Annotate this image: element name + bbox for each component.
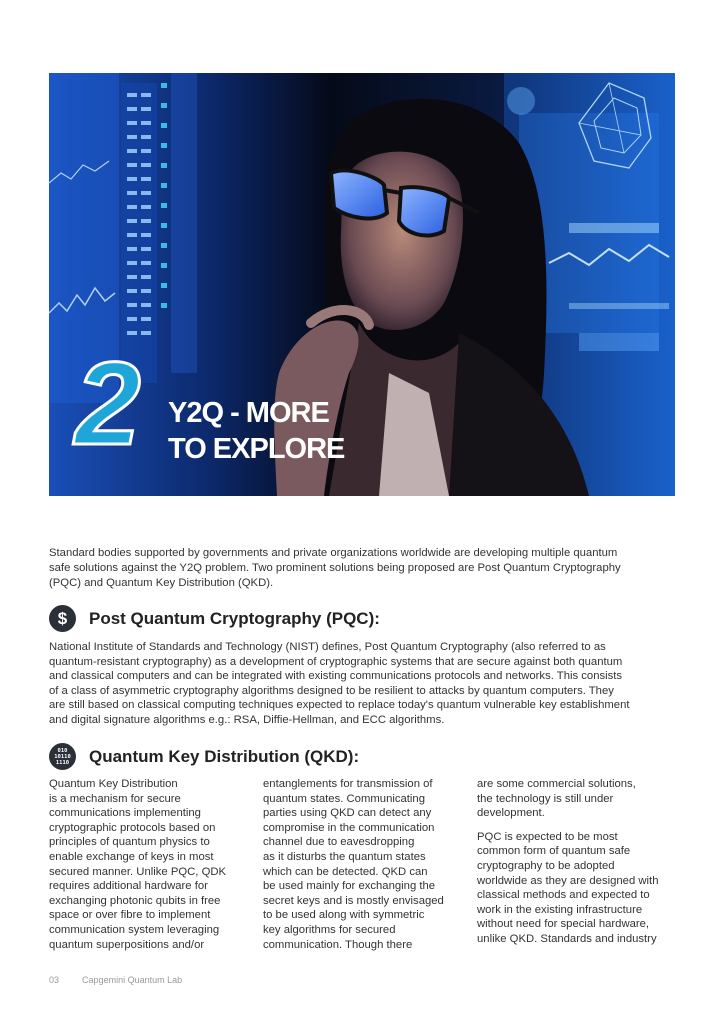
qkd-col3-line: classical methods and expected to (477, 889, 650, 902)
qkd-col3-line: work in the existing infrastructure (477, 903, 643, 916)
qkd-column-2 (263, 777, 463, 952)
qkd-col2-line: as it disturbs the quantum states (263, 850, 426, 863)
qkd-col2-line: to be used along with symmetric (263, 909, 425, 922)
pqc-line: and digital signature algorithms e.g.: RSA, Diffie-Hellman, and ECC algorithms. (49, 713, 445, 726)
qkd-col3-line: development. (477, 807, 545, 820)
qkd-col2-line: quantum states. Communicating (263, 792, 426, 805)
pqc-line: National Institute of Standards and Technology (NIST) defines, Post Quantum Cryptography (also referred to as (49, 641, 606, 653)
qkd-col2-line: secret keys and is mostly envisaged (263, 894, 444, 907)
binary-icon (49, 743, 76, 770)
chapter-title-line1: Y2Q - MORE (168, 397, 329, 429)
qkd-col2-line: compromise in the communication (263, 821, 435, 834)
qkd-col1-line: principles of quantum physics to (49, 836, 210, 849)
pqc-heading (49, 605, 380, 632)
qkd-col3-line: cryptography to be adopted (477, 859, 615, 872)
binary-glyph: 010 10110 1110 (54, 747, 71, 766)
publication-name: Capgemini Quantum Lab (82, 975, 183, 985)
qkd-col1-line: requires additional hardware for (49, 880, 208, 893)
qkd-col1-line: quantum superpositions and/or (49, 938, 205, 951)
intro-paragraph (49, 546, 677, 591)
qkd-col1-line: exchanging photonic qubits in free (49, 894, 221, 907)
qkd-col1-line: secured manner. Unlike PQC, QDK (49, 865, 227, 878)
dollar-glyph: $ (57, 608, 68, 628)
qkd-col2-line: key algorithms for secured (263, 923, 396, 936)
qkd-col3-line: PQC is expected to be most (477, 830, 618, 843)
hero-image (49, 73, 675, 496)
qkd-title: Quantum Key Distribution (QKD): (89, 746, 360, 766)
intro-line: Standard bodies supported by governments and private organizations worldwide are developing multiple quantum (49, 547, 618, 559)
qkd-col2-line: entanglements for transmission of (263, 778, 433, 790)
qkd-col2-line: channel due to eavesdropping (263, 836, 415, 849)
pqc-line: of a class of asymmetric cryptography algorithms designed to be resilient to attacks by quantum computers. They (49, 684, 614, 697)
qkd-col1-line: space or over fibre to implement (49, 909, 211, 922)
qkd-col3-line: unlike QKD. Standards and industry (477, 932, 657, 945)
qkd-col1-line: is a mechanism for secure (49, 792, 181, 805)
intro-line: (PQC) and Quantum Key Distribution (QKD). (49, 577, 274, 589)
qkd-col2-line: which can be detected. QKD can (263, 865, 428, 878)
chapter-title-line2: TO EXPLORE (168, 433, 345, 465)
hero-photo-illustration (49, 73, 675, 496)
pqc-line: and classical computers and can be integrated with existing communications protocols and networks. This consists (49, 670, 623, 682)
intro-line: safe solutions against the Y2Q problem. Two prominent solutions being proposed are Post Quantum Cryptography (49, 562, 621, 574)
qkd-col1-line: enable exchange of keys in most (49, 850, 214, 863)
qkd-col2-line: communication. Though there (263, 938, 413, 951)
qkd-col1-line: communications implementing (49, 807, 201, 820)
qkd-col3-line: worldwide as they are designed with (477, 874, 659, 887)
dollar-icon (49, 605, 76, 632)
qkd-col1-line: Quantum Key Distribution (49, 778, 178, 790)
qkd-col1-line: cryptographic protocols based on (49, 821, 216, 834)
pqc-title: Post Quantum Cryptography (PQC): (89, 608, 380, 628)
chapter-title (168, 395, 344, 467)
qkd-heading (49, 743, 359, 770)
qkd-column-3 (477, 777, 682, 947)
pqc-line: are still based on classical computing techniques expected to replace today's quantum vulnerable key establishment (49, 699, 630, 711)
qkd-col2-line: be used mainly for exchanging the (263, 880, 436, 893)
qkd-col1-line: communication system leveraging (49, 923, 220, 936)
qkd-col3-line: without need for special hardware, (477, 918, 650, 931)
pqc-line: quantum-resistant cryptography) as a development of cryptographic systems that are secure against both quantum (49, 655, 623, 668)
qkd-column-1 (49, 777, 249, 952)
qkd-col2-line: parties using QKD can detect any (263, 807, 432, 820)
pqc-paragraph (49, 640, 677, 727)
page-footer (49, 975, 182, 985)
chapter-number: 2 (75, 338, 137, 470)
qkd-col3-line: the technology is still under (477, 792, 614, 805)
page-number: 03 (49, 975, 60, 985)
qkd-col3-line: common form of quantum safe (477, 845, 631, 858)
qkd-col3-line: are some commercial solutions, (477, 778, 636, 790)
